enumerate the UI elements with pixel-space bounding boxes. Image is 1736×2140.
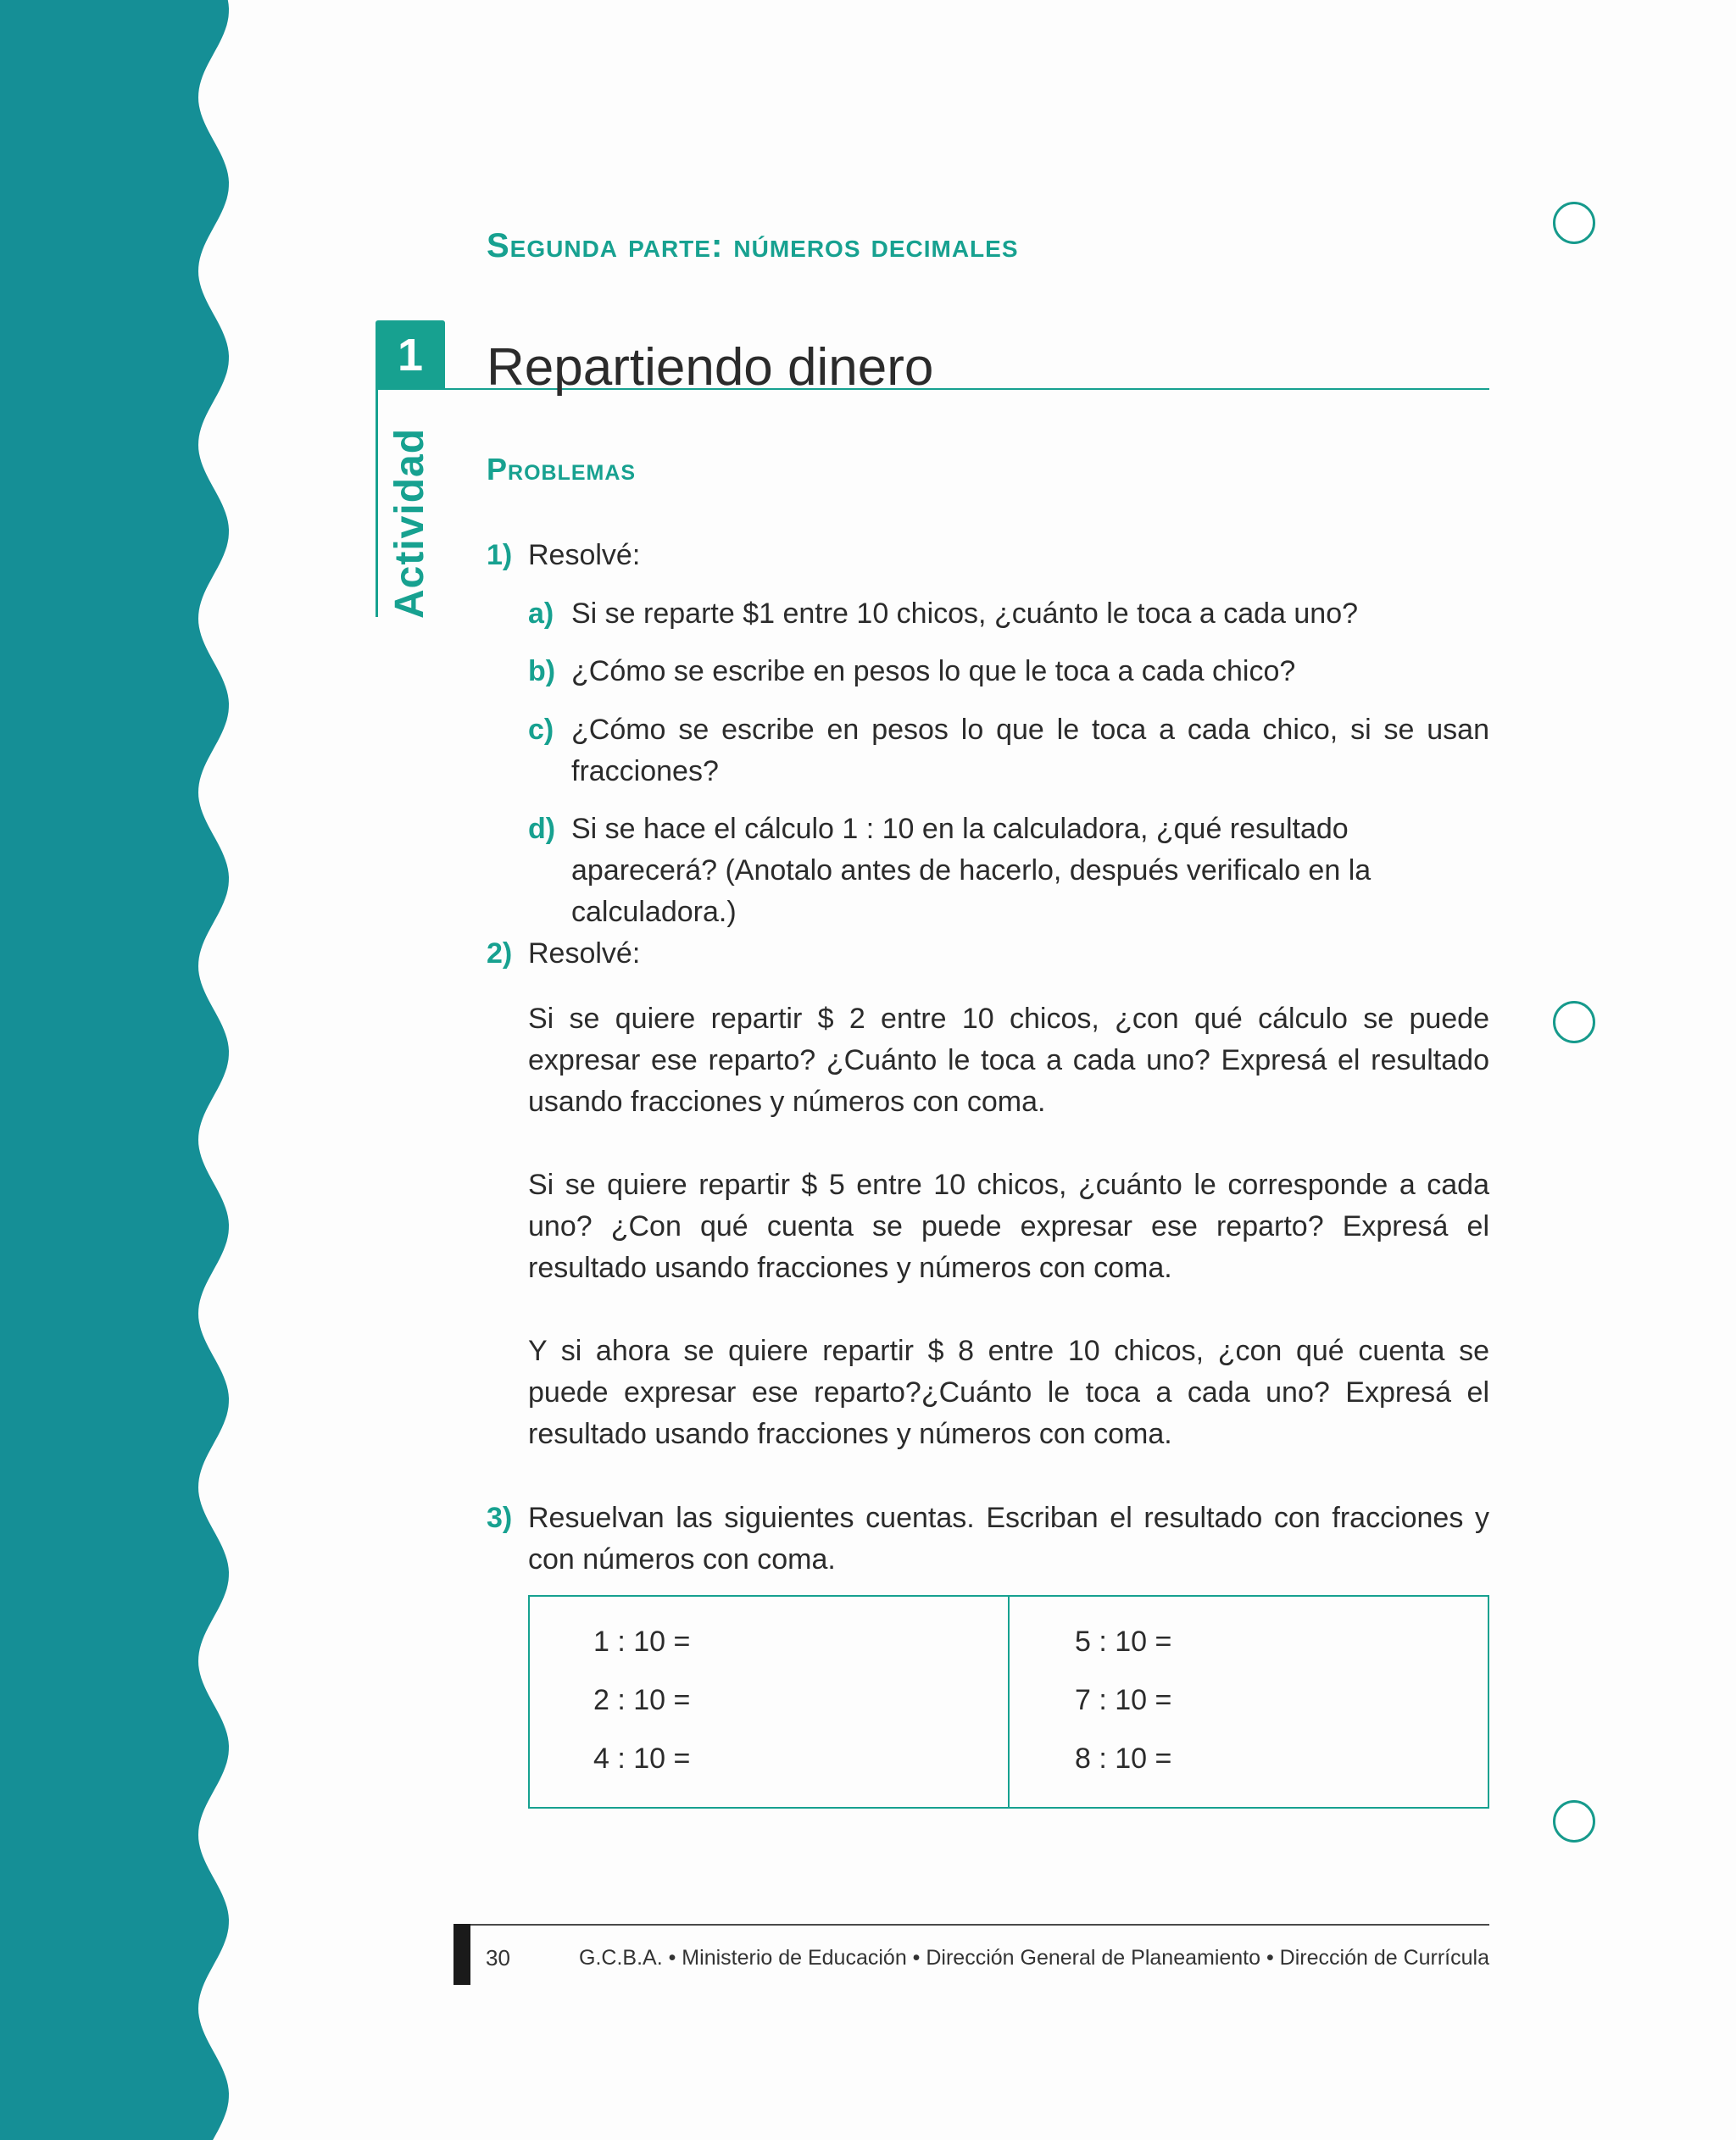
problem-1b-text: ¿Cómo se escribe en pesos lo que le toca a cada chico? — [571, 655, 1296, 687]
page-number: 30 — [486, 1945, 510, 1970]
calc-left-3: 4 : 10 = — [593, 1743, 691, 1775]
table-divider — [1008, 1597, 1010, 1807]
activity-title: Repartiendo dinero — [487, 338, 934, 397]
footer-credits: G.C.B.A. • Ministerio de Educación • Dirección General de Planeamiento • Dirección de Currícula — [579, 1946, 1489, 1970]
problem-2-paragraph: Y si ahora se quiere repartir $ 8 entre 10 chicos, ¿con qué cuenta se puede expresar ese reparto?¿Cuánto le toca a cada uno? Expresá el resultado usando fracciones y números con coma. — [528, 1335, 1489, 1450]
problem-1d-text: Si se hace el cálculo 1 : 10 en la calculadora, ¿qué resultado aparecerá? (Anotalo antes de hacerlo, después verificalo en la calculadora.) — [571, 813, 1372, 928]
activity-number-badge: 1 — [376, 320, 445, 390]
problem-1b-letter: b) — [528, 655, 556, 687]
problem-1a-letter: a) — [528, 598, 554, 630]
calc-right-2: 7 : 10 = — [1075, 1684, 1172, 1716]
section-title: Segunda parte: números decimales — [487, 227, 1019, 264]
problem-1-intro: Resolvé: — [528, 539, 641, 571]
binder-hole-top — [1553, 202, 1595, 244]
problem-1-number: 1) — [487, 539, 513, 571]
problem-1d-letter: d) — [528, 813, 556, 845]
calc-left-2: 2 : 10 = — [593, 1684, 691, 1716]
problem-2-paragraph: Si se quiere repartir $ 2 entre 10 chicos, ¿con qué cálculo se puede expresar ese reparto? ¿Cuánto le toca a cada uno? Expresá el resultado usando fracciones y números con coma. — [528, 1003, 1489, 1118]
binder-hole-middle — [1553, 1001, 1595, 1043]
problems-subtitle: Problemas — [487, 452, 637, 486]
footer-marker — [453, 1924, 470, 1985]
footer-rule — [470, 1924, 1489, 1926]
problem-1c-letter: c) — [528, 714, 554, 746]
problem-3-number: 3) — [487, 1502, 513, 1534]
calc-right-1: 5 : 10 = — [1075, 1626, 1172, 1658]
calc-right-3: 8 : 10 = — [1075, 1743, 1172, 1775]
calculations-table — [528, 1595, 1489, 1809]
activity-label: Actividad — [387, 427, 432, 619]
activity-side-rule — [376, 390, 378, 617]
binder-hole-bottom — [1553, 1800, 1595, 1843]
side-wave-band — [0, 0, 254, 2140]
problem-2-intro: Resolvé: — [528, 937, 641, 970]
problem-2-paragraph: Si se quiere repartir $ 5 entre 10 chicos, ¿cuánto le corresponde a cada uno? ¿Con qué cuenta se puede expresar ese reparto? Expresá el resultado usando fracciones y números con coma. — [528, 1169, 1489, 1284]
problem-2-number: 2) — [487, 937, 513, 970]
problem-1a-text: Si se reparte $1 entre 10 chicos, ¿cuánto le toca a cada uno? — [571, 598, 1359, 630]
calc-left-1: 1 : 10 = — [593, 1626, 691, 1658]
problem-1c-text: ¿Cómo se escribe en pesos lo que le toca a cada chico, si se usan fracciones? — [571, 714, 1489, 787]
problem-3-text: Resuelvan las siguientes cuentas. Escriban el resultado con fracciones y con números con coma. — [528, 1502, 1489, 1576]
